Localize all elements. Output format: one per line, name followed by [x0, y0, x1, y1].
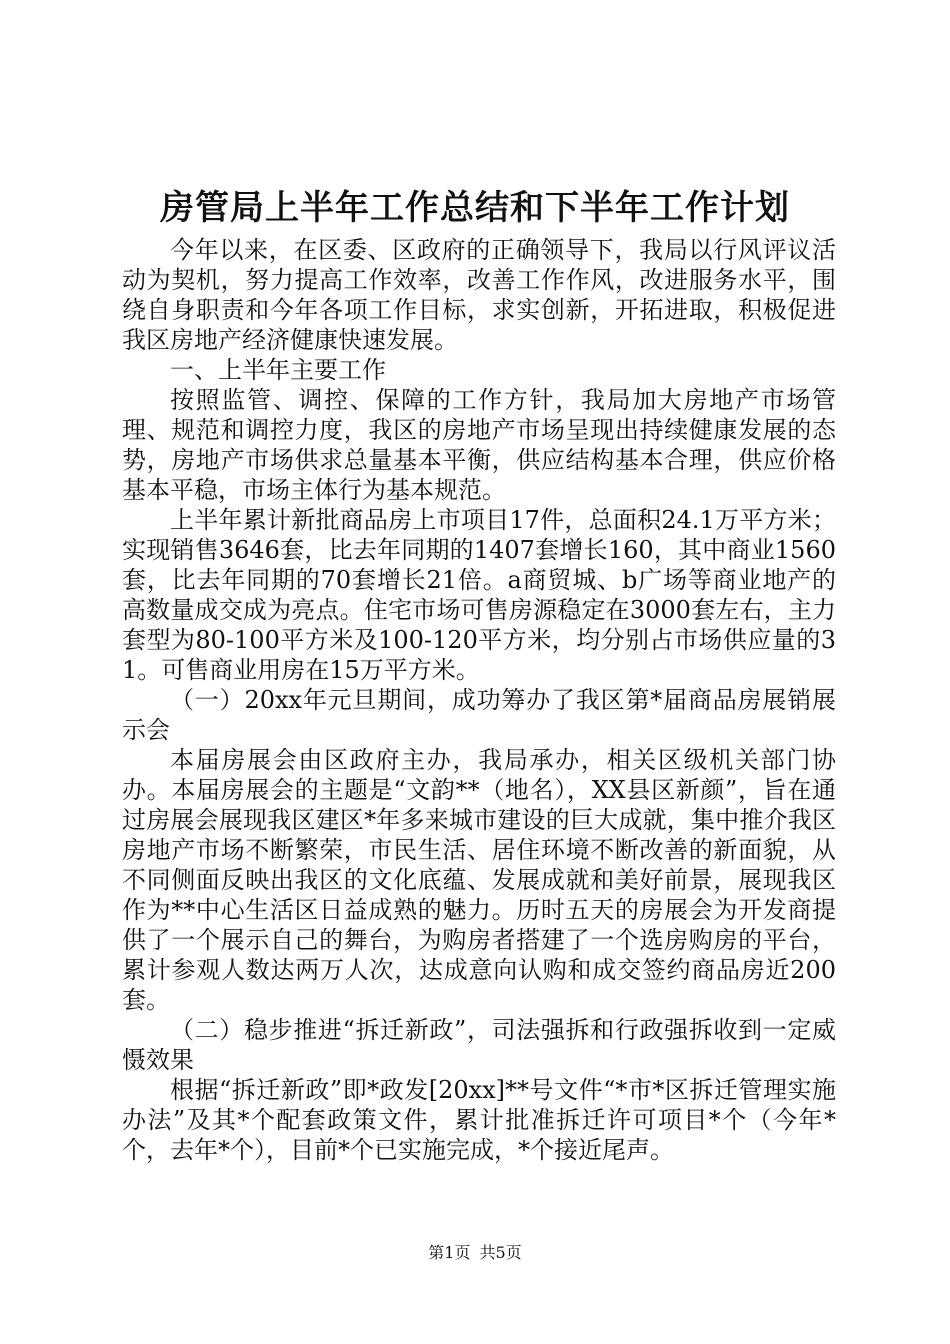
paragraph-demolition: 根据“拆迁新政”即*政发[20xx]**号文件“*市*区拆迁管理实施办法”及其*个配套政策文件，累计批准拆迁许可项目*个（今年*个，去年*个），目前*个已实施完成，*个接近尾声。 — [122, 1076, 836, 1164]
subheading-1: （一）20xx年元旦期间，成功筹办了我区第*届商品房展销展示会 — [122, 686, 836, 744]
document-title: 房管局上半年工作总结和下半年工作计划 — [160, 188, 790, 228]
page-total: 共5页 — [479, 1243, 522, 1262]
paragraph-statistics: 上半年累计新批商品房上市项目17件，总面积24.1万平方米；实现销售3646套，比去年同期的1407套增长160，其中商业1560套，比去年同期的70套增长21倍。a商贸城、b广场等商业地产的高数量成交成为亮点。住宅市场可售房源稳定在3000套左右，主力套型为80-100平方米及100-120平方米，均分别占市场供应量的31。可售商业用房在15万平方米。 — [122, 506, 836, 684]
paragraph-intro: 今年以来，在区委、区政府的正确领导下，我局以行风评议活动为契机，努力提高工作效率，改善工作作风，改进服务水平，围绕自身职责和今年各项工作目标，求实创新，开拓进取，积极促进我区房地产经济健康快速发展。 — [122, 236, 836, 354]
paragraph-expo: 本届房展会由区政府主办，我局承办，相关区级机关部门协办。本届房展会的主题是“文韵**（地名），XX县区新颜”，旨在通过房展会展现我区建区*年多来城市建设的巨大成就，集中推介我区房地产市场不断繁荣，市民生活、居住环境不断改善的新面貌，从不同侧面反映出我区的文化底蕴、发展成就和美好前景，展现我区作为**中心生活区日益成熟的魅力。历时五天的房展会为开发商提供了一个展示自己的舞台，为购房者搭建了一个选房购房的平台，累计参观人数达两万人次，达成意向认购和成交签约商品房近200套。 — [122, 746, 836, 1014]
document-body — [122, 235, 836, 1165]
paragraph-policy: 按照监管、调控、保障的工作方针，我局加大房地产市场管理、规范和调控力度，我区的房地产市场呈现出持续健康发展的态势，房地产市场供求总量基本平衡，供应结构基本合理，供应价格基本平稳，市场主体行为基本规范。 — [122, 386, 836, 504]
subheading-2: （二）稳步推进“拆迁新政”，司法强拆和行政强拆收到一定威慑效果 — [122, 1016, 836, 1074]
page-number: 第1页 — [428, 1243, 471, 1262]
page-footer — [0, 1242, 950, 1264]
section-heading-1: 一、上半年主要工作 — [170, 356, 386, 384]
